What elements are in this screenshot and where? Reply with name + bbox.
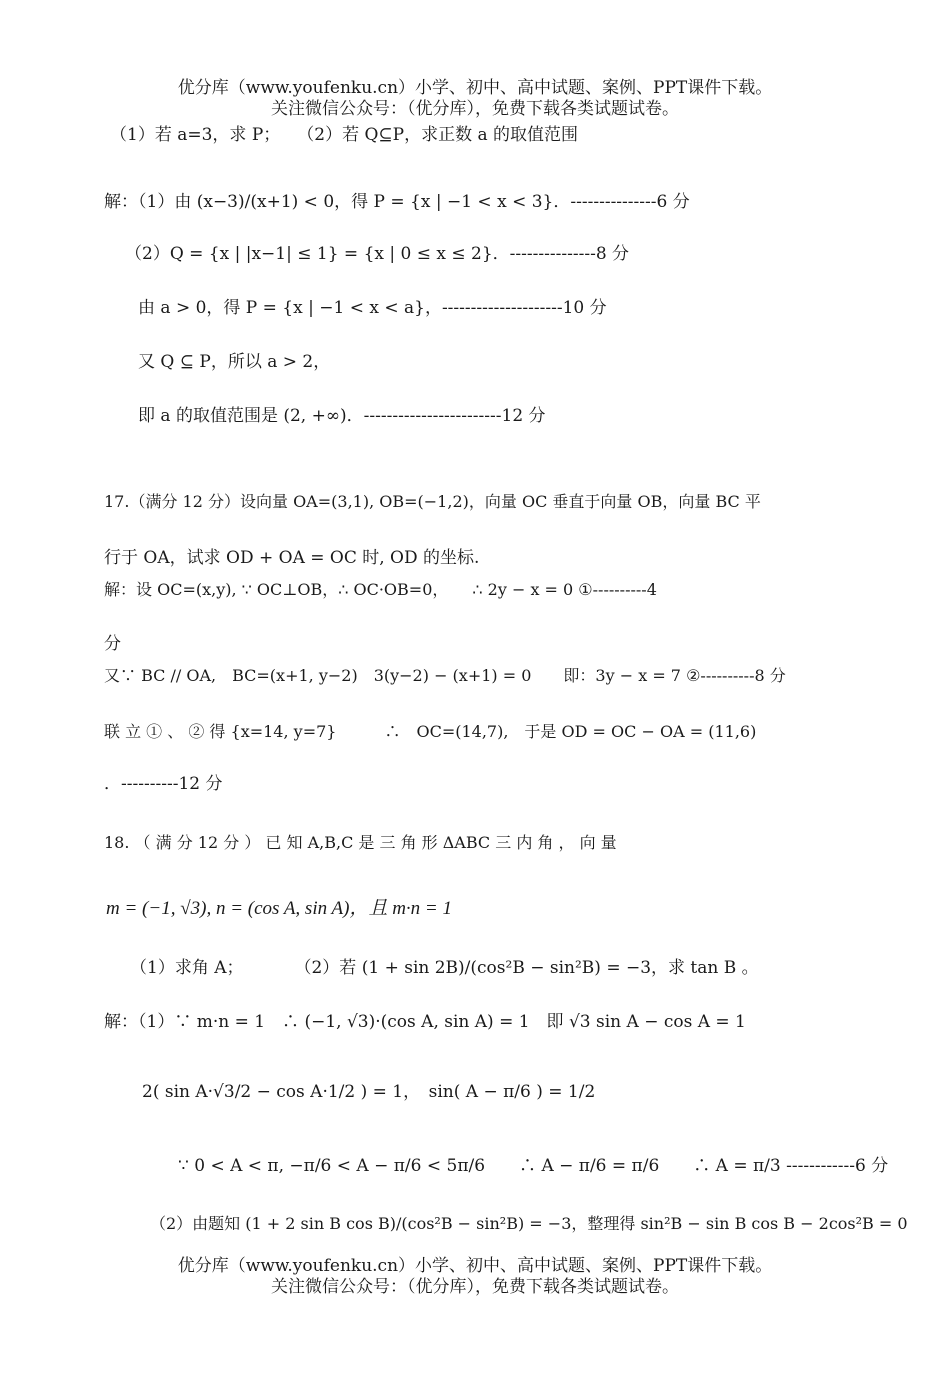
- q17-stem-1: 17.（满分 12 分）设向量 OA=(3,1), OB=(−1,2)，向量 OC 垂直于向量 OB，向量 BC 平: [104, 492, 761, 511]
- header-line-1: 优分库（www.youfenku.cn）小学、初中、高中试题、案例、PPT课件下载。: [177, 78, 773, 98]
- q18-parts: （1）求角 A； （2）若 (1 + sin 2B)/(cos²B − sin²B) = −3，求 tan B 。: [130, 958, 759, 978]
- q18-solution-1: 解：（1）∵ m·n = 1 ∴ (−1, √3)·(cos A, sin A) = 1 即 √3 sin A − cos A = 1: [104, 1012, 746, 1032]
- q17-solution-4: ．----------12 分: [104, 774, 223, 794]
- q17-solution-1b: 分: [104, 634, 121, 654]
- header-line-2: 关注微信公众号：（优分库），免费下载各类试题试卷。: [271, 99, 679, 119]
- q18-stem-1: 18. （ 满 分 12 分 ） 已 知 A,B,C 是 三 角 形 ΔABC 三 内 角 ， 向 量: [104, 833, 617, 852]
- q18-solution-4: （2）由题知 (1 + 2 sin B cos B)/(cos²B − sin²B) = −3，整理得 sin²B − sin B cos B − 2cos²B = 0: [150, 1214, 908, 1233]
- footer-line-1: 优分库（www.youfenku.cn）小学、初中、高中试题、案例、PPT课件下载。: [177, 1256, 773, 1276]
- q18-solution-3: ∵ 0 < A < π, −π/6 < A − π/6 < 5π/6 ∴ A − π/6 = π/6 ∴ A = π/3 ------------6 分: [178, 1156, 889, 1176]
- q16-parts: （1）若 a=3，求 P； （2）若 Q⊆P，求正数 a 的取值范围: [110, 125, 579, 145]
- q16-solution-4: 又 Q ⊆ P，所以 a > 2，: [138, 352, 331, 372]
- q18-solution-2: 2( sin A·√3/2 − cos A·1/2 ) = 1， sin( A − π/6 ) = 1/2: [142, 1082, 596, 1102]
- q18-stem-2: m = (−1, √3), n = (cos A, sin A)，且 m·n = 1: [106, 898, 452, 919]
- q17-solution-1: 解：设 OC=(x,y), ∵ OC⊥OB，∴ OC·OB=0， ∴ 2y − x = 0 ①----------4: [104, 580, 657, 599]
- footer-line-2: 关注微信公众号：（优分库），免费下载各类试题试卷。: [271, 1277, 679, 1297]
- q17-solution-3: 联 立 ① 、 ② 得 {x=14, y=7} ∴ OC=(14,7), 于是 OD = OC − OA = (11,6): [104, 722, 757, 741]
- q17-stem-2: 行于 OA，试求 OD + OA = OC 时, OD 的坐标.: [104, 548, 480, 568]
- q17-solution-2: 又∵ BC // OA, BC=(x+1, y−2) 3(y−2) − (x+1) = 0 即：3y − x = 7 ②----------8 分: [104, 666, 786, 685]
- q16-solution-1: 解：（1）由 (x−3)/(x+1) < 0，得 P = {x | −1 < x < 3}．---------------6 分: [104, 192, 690, 212]
- q16-solution-3: 由 a > 0，得 P = {x | −1 < x < a}，---------------------10 分: [138, 298, 607, 318]
- q16-solution-2: （2）Q = {x | |x−1| ≤ 1} = {x | 0 ≤ x ≤ 2}．---------------8 分: [125, 244, 630, 264]
- q16-solution-5: 即 a 的取值范围是 (2, +∞)．------------------------12 分: [138, 406, 546, 426]
